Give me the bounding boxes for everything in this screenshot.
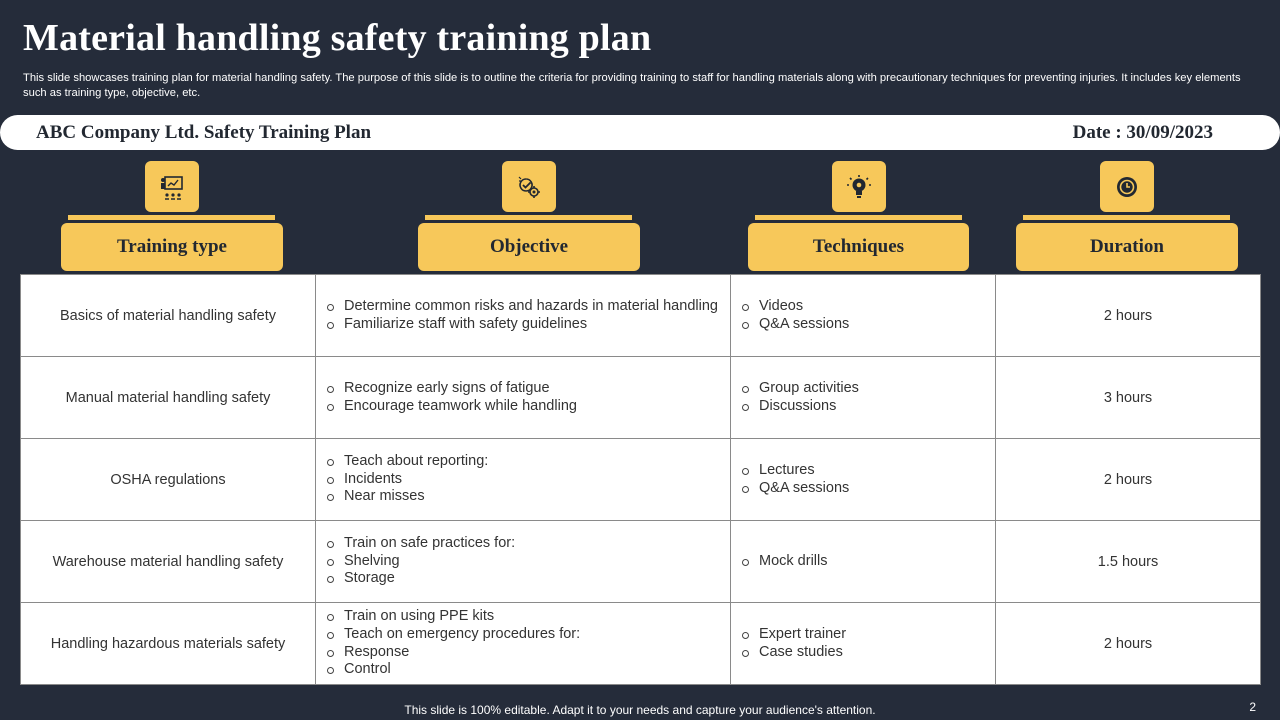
techniques-cell — [731, 357, 996, 439]
table-row — [21, 357, 1261, 439]
training-plan-table — [20, 274, 1261, 685]
techniques-cell — [731, 603, 996, 685]
techniques-list — [731, 380, 995, 415]
techniques-list — [731, 298, 995, 333]
list-item: Shelving — [326, 553, 720, 571]
duration-cell: 1.5 hours — [996, 521, 1261, 603]
list-item: Response — [326, 644, 720, 662]
objectives-list — [316, 380, 730, 415]
list-item: Train on safe practices for: — [326, 535, 720, 553]
page-number: 2 — [1249, 700, 1256, 714]
list-item: Encourage teamwork while handling — [326, 398, 720, 416]
presentation-icon — [145, 161, 199, 212]
list-item: Lectures — [741, 462, 985, 480]
company-plan-name: ABC Company Ltd. Safety Training Plan — [36, 122, 372, 143]
list-item: Teach about reporting: — [326, 453, 720, 471]
training-type-cell: Manual material handling safety — [21, 357, 316, 439]
list-item: Familiarize staff with safety guidelines — [326, 316, 720, 334]
column-accent-bar — [425, 215, 632, 220]
list-item: Teach on emergency procedures for: — [326, 626, 720, 644]
header-training-type: Training type — [61, 223, 283, 271]
plan-date: Date : 30/09/2023 — [1072, 122, 1213, 143]
techniques-list — [731, 462, 995, 497]
objectives-list — [316, 535, 730, 588]
list-item: Recognize early signs of fatigue — [326, 380, 720, 398]
objective-cell — [316, 357, 731, 439]
footer-note: This slide is 100% editable. Adapt it to your needs and capture your audience's attention. — [404, 703, 876, 717]
objective-cell — [316, 603, 731, 685]
header-objective: Objective — [418, 223, 640, 271]
lightbulb-gear-icon — [832, 161, 886, 212]
training-type-cell: OSHA regulations — [21, 439, 316, 521]
duration-cell: 3 hours — [996, 357, 1261, 439]
list-item: Group activities — [741, 380, 985, 398]
list-item: Incidents — [326, 471, 720, 489]
slide-title: Material handling safety training plan — [23, 17, 652, 59]
objective-cell — [316, 275, 731, 357]
techniques-list — [731, 626, 995, 661]
techniques-cell — [731, 439, 996, 521]
techniques-cell — [731, 521, 996, 603]
list-item: Case studies — [741, 644, 985, 662]
objectives-list — [316, 298, 730, 333]
target-gear-icon — [502, 161, 556, 212]
table-row — [21, 521, 1261, 603]
training-type-cell: Handling hazardous materials safety — [21, 603, 316, 685]
list-item: Videos — [741, 298, 985, 316]
clock-icon — [1100, 161, 1154, 212]
duration-cell: 2 hours — [996, 603, 1261, 685]
list-item: Expert trainer — [741, 626, 985, 644]
techniques-cell — [731, 275, 996, 357]
list-item: Q&A sessions — [741, 316, 985, 334]
list-item: Near misses — [326, 488, 720, 506]
slide-description: This slide showcases training plan for material handling safety. The purpose of this slide is to outline the criteria for providing training to staff for handling materials along with precautionary techniques for preventing injuries. It includes key elements such as training type, objective, etc. — [23, 72, 1241, 99]
table-row — [21, 275, 1261, 357]
training-type-cell: Warehouse material handling safety — [21, 521, 316, 603]
training-type-cell: Basics of material handling safety — [21, 275, 316, 357]
list-item: Storage — [326, 570, 720, 588]
column-accent-bar — [755, 215, 962, 220]
column-accent-bar — [1023, 215, 1230, 220]
column-accent-bar — [68, 215, 275, 220]
header-techniques: Techniques — [748, 223, 969, 271]
list-item: Control — [326, 661, 720, 679]
objectives-list — [316, 608, 730, 678]
duration-cell: 2 hours — [996, 439, 1261, 521]
plan-banner — [0, 115, 1280, 150]
objective-cell — [316, 521, 731, 603]
techniques-list — [731, 553, 995, 571]
header-duration: Duration — [1016, 223, 1238, 271]
objective-cell — [316, 439, 731, 521]
duration-cell: 2 hours — [996, 275, 1261, 357]
list-item: Train on using PPE kits — [326, 608, 720, 626]
table-row — [21, 439, 1261, 521]
table-row — [21, 603, 1261, 685]
list-item: Q&A sessions — [741, 480, 985, 498]
objectives-list — [316, 453, 730, 506]
list-item: Mock drills — [741, 553, 985, 571]
list-item: Determine common risks and hazards in material handling — [326, 298, 720, 316]
list-item: Discussions — [741, 398, 985, 416]
